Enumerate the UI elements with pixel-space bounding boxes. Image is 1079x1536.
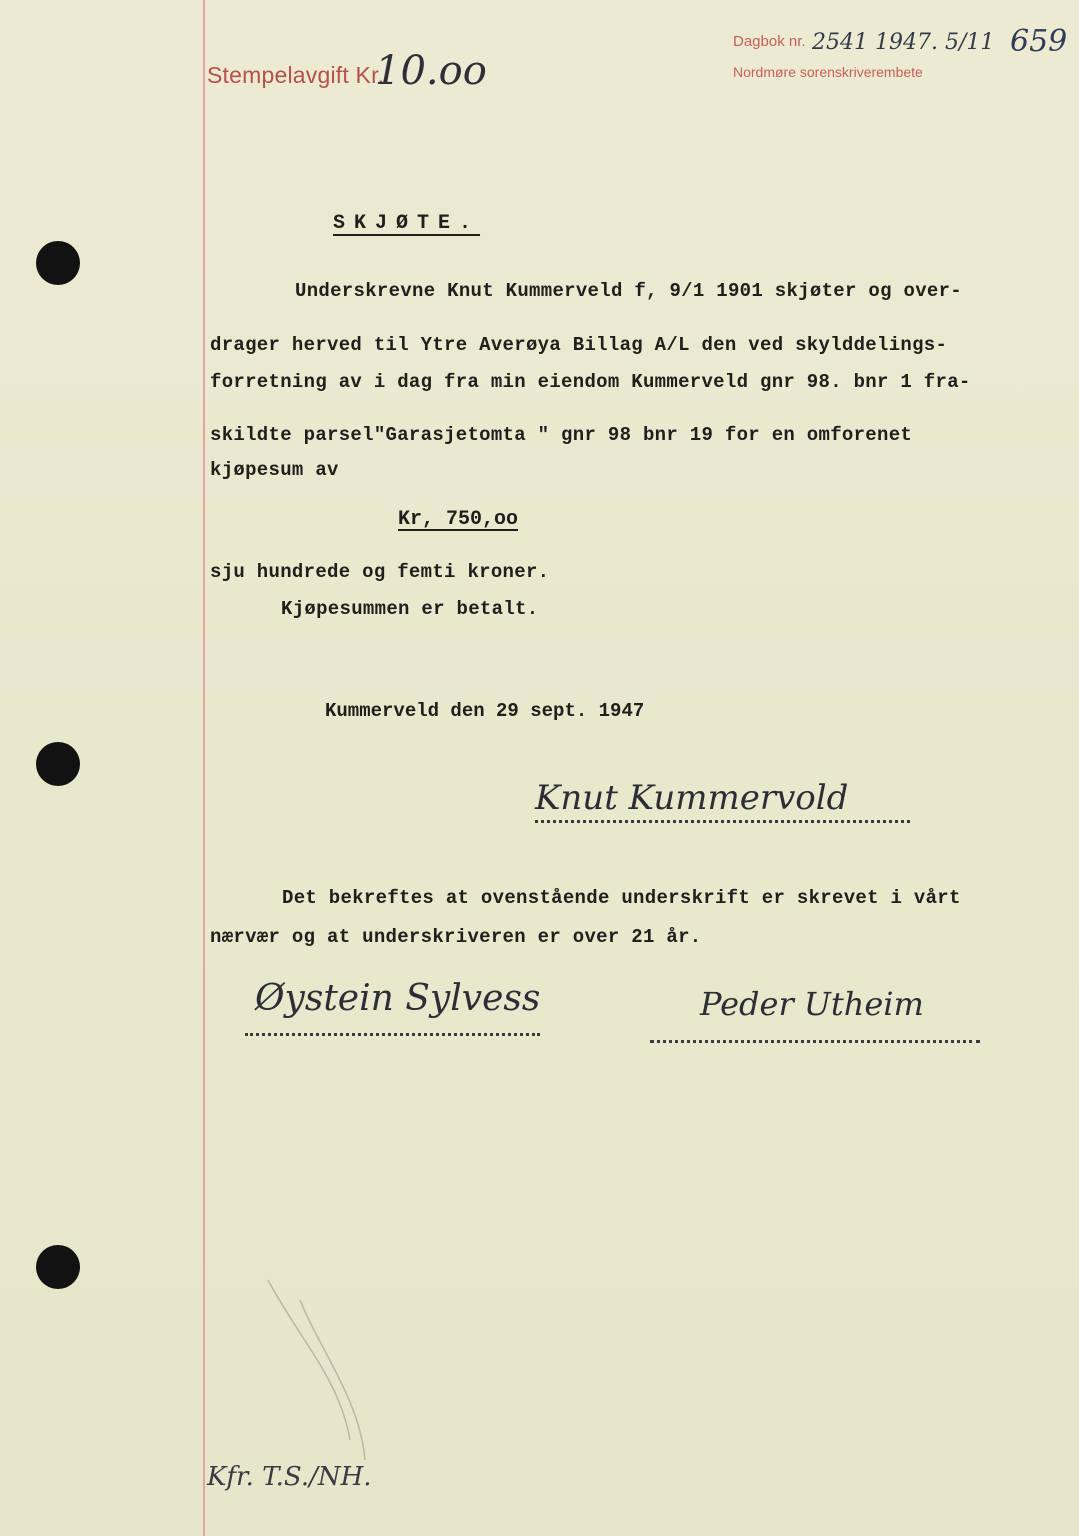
witness-statement-line: nærvær og at underskriveren er over 21 år. [210,926,702,948]
body-line: kjøpesum av [210,459,339,481]
registry-handwritten: 2541 1947. 5/11 [812,30,995,55]
amount-in-words: sju hundrede og femti kroner. [210,561,550,583]
footer-initials: Kfr. T.S./NH. [207,1462,372,1492]
body-line: forretning av i dag fra min eiendom Kummerveld gnr 98. bnr 1 fra- [210,371,971,393]
purchase-amount: Kr, 750,oo [398,508,519,531]
body-line: drager herved til Ytre Averøya Billag A/L den ved skylddelings- [210,334,948,356]
page-number: 659 [1010,24,1068,59]
stamp-duty-label: Stempelavgift Kr. [207,62,385,88]
witness-statement-line: Det bekreftes at ovenstående underskrift er skrevet i vårt [282,887,961,909]
body-line: Underskrevne Knut Kummerveld f, 9/1 1901 skjøter og over- [295,280,963,302]
place-and-date: Kummerveld den 29 sept. 1947 [325,700,645,722]
registry-stamp-line1: Dagbok nr. [733,33,806,50]
body-line: skildte parsel"Garasjetomta " gnr 98 bnr 19 for en omforenet [210,424,913,446]
stamp-duty-amount: 10.oo [375,48,487,94]
witness2-signature: Peder Utheim [700,985,924,1023]
registry-stamp-line2: Nordmøre sorenskriverembete [733,64,923,80]
document-title: SKJØTE. [333,212,481,235]
witness1-signature: Øystein Sylvess [255,978,541,1019]
paid-statement: Kjøpesummen er betalt. [281,598,539,620]
seller-signature: Knut Kummervold [535,778,849,818]
